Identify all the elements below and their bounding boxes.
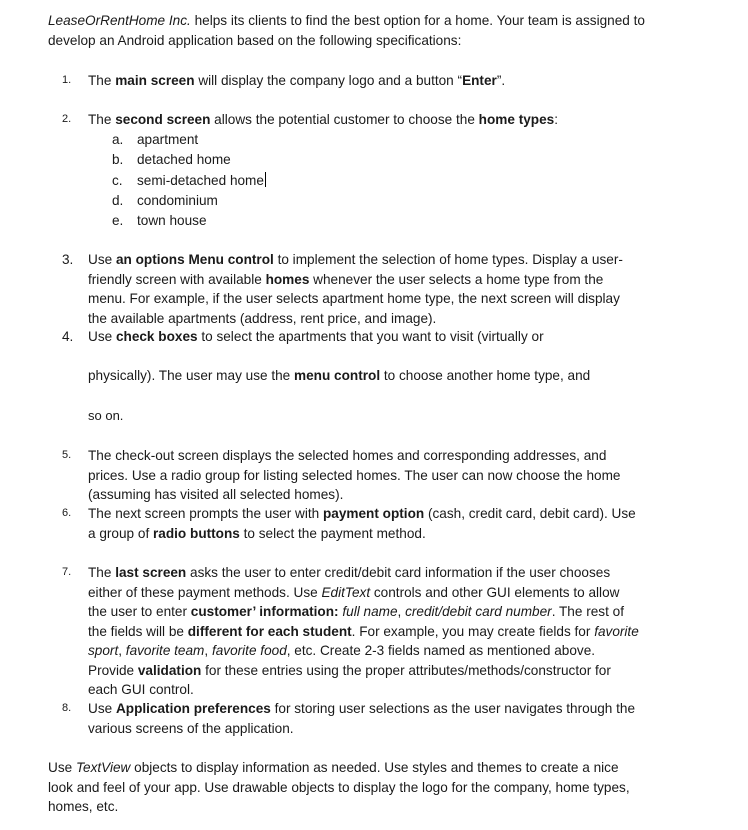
item-number: 2. [62, 113, 72, 125]
list-item-4-end: so on. [88, 408, 124, 423]
intro-line-1: LeaseOrRentHome Inc. helps its clients to find the best option for a home. Your team is assigned to [48, 13, 645, 28]
item-text: Use an options Menu control to implement the selection of home types. Display a user- friendly screen with available homes whenever the user selects a home type from the menu. For example, if the user selects apartment home type, the next screen will display the available apartments (address, rent price, and image). [88, 252, 623, 326]
intro-paragraph [48, 11, 708, 50]
closing-paragraph: Use TextView objects to display information as needed. Use styles and themes to create a nice look and feel of your app. Use drawable objects to display the logo for the company, home types, homes, etc. [48, 760, 630, 814]
item-text: The last screen asks the user to enter credit/debit card information if the user chooses either of these payment methods. Use EditText controls and other GUI elements to allow the user to enter customer’ information: full name, credit/debit card number. The rest of the fields will be different for each student. For example, you may create fields for favorite sport, favorite team, favorite food, etc. Create 2-3 fields named as mentioned above. Provide validation for these entries using the proper attributes/methods/constructor for each GUI control. [88, 565, 639, 697]
item-text: The check-out screen displays the selected homes and corresponding addresses, and prices. Use a radio group for listing selected homes. The user can now choose the home (assuming has visited all selected homes). [88, 448, 621, 502]
item-number: 8. [62, 702, 72, 714]
item-number: 7. [62, 566, 72, 578]
item-number: 3. [62, 252, 74, 267]
item-number: 4. [62, 329, 74, 344]
document-page: LeaseOrRentHome Inc. helps its clients to find the best option for a home. Your team is assigned to develop an Android application based on the following specifications: 1. The main screen will display the company logo and a button “Enter”. 2. The second screen allows the potential customer to choose the home types: a. apartment b. detached home c. semi-detached home d. condominium e. town house 3. Use an options Menu control to implement the selection of home types. Display a user- friendly screen with available homes whenever the user selects a home type from the menu. For example, if the user selects apartment home type, the next screen will display the available apartments (address, rent price, and image). 4. Use check boxes to select the apartments that you want to visit (virtually or physically). The user may use the menu control to choose another home type, and so on. 5. The check-out screen displays the selected homes and corresponding addresses, and prices. Use a radio group for listing selected homes. The user can now choose the home (assuming has visited all selected homes). 6. The next screen prompts the user with payment option (cash, credit card, debit card). Use a group of radio buttons to select the payment method. 7. The last screen asks the user to enter credit/debit card information if the user chooses either of these payment methods. Use EditText controls and other GUI elements to allow the user to enter customer’ information: full name, credit/debit card number. The rest of the fields will be different for each student. For example, you may create fields for favorite sport, favorite team, favorite food, etc. Create 2-3 fields named as mentioned above. Provide validation for these entries using the proper attributes/methods/constructor for each GUI control. 8. Use Application preferences for storing user selections as the user navigates through the various screens of the application. Use TextView objects to display information as needed. Use styles and themes to create a nice look and feel of your app. Use drawable objects to display the logo for the company, home types, homes, etc. [0, 0, 748, 830]
item-number: 6. [62, 507, 72, 519]
item-number: 1. [62, 74, 72, 86]
item-text: Use Application preferences for storing user selections as the user navigates through the various screens of the application. [88, 701, 636, 736]
item-text: The next screen prompts the user with payment option (cash, credit card, debit card). Use a group of radio buttons to select the payment method. [88, 506, 636, 541]
item-text: The second screen allows the potential customer to choose the home types: [88, 112, 558, 127]
item-number: 5. [62, 449, 72, 461]
list-item-4-continued: physically). The user may use the menu control to choose another home type, and [88, 368, 591, 383]
text-cursor [265, 172, 266, 187]
company-name: LeaseOrRentHome Inc. [48, 13, 191, 28]
item-text: The main screen will display the company logo and a button “Enter”. [88, 73, 506, 88]
item-text: Use check boxes to select the apartments that you want to visit (virtually or [88, 329, 544, 344]
intro-line-2: develop an Android application based on the following specifications: [48, 32, 462, 48]
